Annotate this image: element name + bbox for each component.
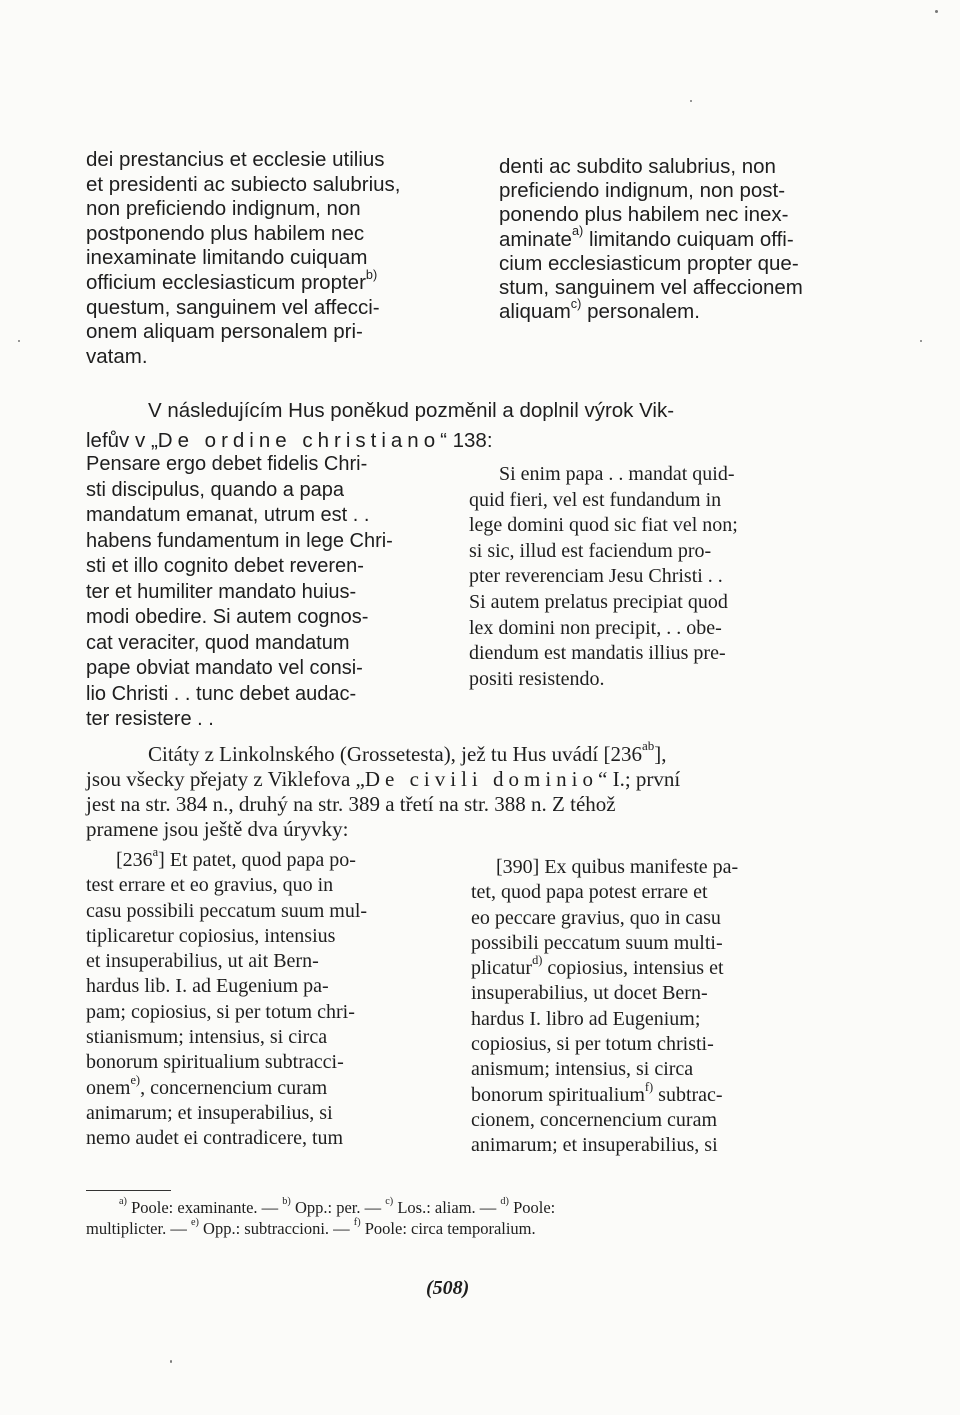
text-line: inexaminate limitando cuiquam	[86, 246, 368, 270]
text-line: test errare et eo gravius, quo in	[86, 874, 334, 897]
footnote-text: Opp.: per. —	[290, 1198, 386, 1217]
text-line: pter reverenciam Jesu Christi . .	[469, 565, 723, 588]
scan-speck	[935, 10, 938, 13]
footnote-line	[86, 1216, 936, 1240]
footnote-text: Poole: examinante. —	[126, 1198, 283, 1217]
text-line: pramene jsou ještě dva úryvky:	[86, 817, 349, 841]
footnote-mark: ab	[641, 738, 655, 754]
text-line: dei prestancius et ecclesie utilius	[86, 148, 385, 171]
text-line: vatam.	[86, 344, 148, 368]
text-line	[86, 1072, 466, 1101]
text-line: sti et illo cognito debet reveren-	[86, 555, 364, 577]
text-fragment: “ I.; první	[598, 767, 681, 791]
text-line	[86, 738, 946, 767]
text-line	[471, 1079, 941, 1108]
text-fragment: jsou všecky přejaty z Viklefova „	[86, 767, 365, 791]
footnote-mark: e)	[190, 1216, 199, 1228]
text-line: hardus I. libro ad Eugenium;	[471, 1007, 701, 1030]
text-line: et insuperabilius, ut ait Bern-	[86, 950, 319, 973]
scan-speck	[920, 340, 922, 342]
scan-speck	[170, 1360, 172, 1363]
text-fragment: copiosius, intensius et	[542, 957, 724, 980]
footnotes	[86, 1198, 936, 1239]
text-line: pam; copiosius, si per totum chri-	[86, 1000, 355, 1023]
text-line: lex domini non precipit, . . obe-	[469, 616, 722, 639]
text-line: cionem, concernencium curam	[471, 1108, 717, 1131]
block4-right-column	[471, 855, 941, 1159]
footnote-mark: d)	[532, 953, 543, 968]
text-line: tet, quod papa potest errare et	[471, 881, 708, 904]
text-fragment: , concernencium curam	[140, 1076, 328, 1099]
text-line	[499, 295, 949, 324]
block2-right-column	[469, 462, 939, 692]
footnote-mark: f)	[644, 1079, 654, 1094]
footnote-mark: b)	[282, 1196, 291, 1208]
text-fragment: “ 138:	[440, 429, 493, 452]
text-fragment: aminate	[499, 227, 572, 251]
text-line: animarum; et insuperabilius, si	[471, 1134, 718, 1157]
text-fragment: officium ecclesiasticum propter	[86, 270, 366, 294]
text-line: hardus lib. I. ad Eugenium pa-	[86, 975, 329, 998]
intro-paragraph	[86, 396, 946, 456]
footnote-text: Poole:	[508, 1198, 556, 1217]
footnote-divider	[86, 1190, 171, 1191]
block3-paragraph	[86, 738, 946, 842]
text-fragment: Citáty z Linkolnského (Grossetesta), jež tu Hus uvádí [236	[148, 742, 642, 766]
text-line: mandatum emanat, utrum est . .	[86, 504, 370, 526]
footnote-mark: d)	[500, 1196, 509, 1208]
text-line: positi resistendo.	[469, 667, 605, 690]
text-line: eo peccare gravius, quo in casu	[471, 906, 721, 929]
text-line: jest na str. 384 n., druhý na str. 389 a třetí na str. 388 n. Z téhož	[86, 792, 616, 816]
footnote-text: Los.: aliam. —	[393, 1198, 501, 1217]
text-line: sti discipulus, quando a papa	[86, 478, 344, 501]
text-line: V následujícím Hus poněkud pozměnil a doplnil výrok Vik-	[148, 399, 675, 422]
text-fragment: subtrac-	[653, 1083, 723, 1106]
text-fragment: plicatur	[471, 957, 533, 980]
text-line: ter resistere . .	[86, 708, 214, 730]
text-line: quid fieri, vel est fundandum in	[469, 488, 722, 511]
footnote-mark: f)	[353, 1216, 361, 1228]
footnote-mark: c)	[385, 1196, 394, 1208]
block2-left-column	[86, 452, 466, 733]
text-line	[86, 844, 466, 873]
text-fragment: personalem.	[587, 300, 700, 324]
text-fragment: onem	[86, 1076, 131, 1099]
text-line: [390] Ex quibus manifeste pa-	[496, 856, 739, 878]
text-fragment: aliquam	[499, 300, 571, 324]
work-title: De civili dominio	[364, 767, 599, 791]
text-line: stianismum; intensius, si circa	[86, 1026, 328, 1049]
text-fragment: limitando cuiquam offi-	[588, 227, 794, 251]
text-line: casu possibili peccatum suum mul-	[86, 899, 368, 922]
text-line: postponendo plus habilem nec	[86, 221, 365, 245]
work-title: De ordine christiano	[157, 429, 441, 452]
text-fragment: ] Et patet, quod papa po-	[158, 849, 356, 871]
footnote-text: Opp.: subtraccioni. —	[198, 1218, 354, 1238]
block1-left-column	[86, 148, 466, 369]
text-line: preficiendo indignum, non post-	[499, 179, 786, 203]
footnote-mark: e)	[130, 1072, 141, 1087]
text-line: lege domini quod sic fiat vel non;	[469, 514, 738, 537]
text-line: si sic, illud est faciendum pro-	[469, 539, 712, 562]
text-line: denti ac subdito salubrius, non	[499, 155, 776, 178]
text-line: Si enim papa . . mandat quid-	[499, 463, 735, 485]
text-line: questum, sanguinem vel affecci-	[86, 295, 380, 319]
text-line: copiosius, si per totum christi-	[471, 1033, 714, 1056]
text-line: ter et humiliter mandato huius-	[86, 580, 357, 603]
footnote-line	[86, 1198, 936, 1219]
text-line: anismum; intensius, si circa	[471, 1058, 694, 1081]
text-line: insuperabilius, ut docet Bern-	[471, 982, 708, 1005]
text-line: nemo audet ei contradicere, tum	[86, 1127, 344, 1150]
text-line: cium ecclesiasticum propter que-	[499, 251, 799, 275]
text-fragment: ],	[654, 742, 667, 766]
text-line: lio Christi . . tunc debet audac-	[86, 682, 357, 705]
text-line	[86, 266, 466, 296]
text-line: possibili peccatum suum multi-	[471, 931, 723, 954]
text-line: tiplicaretur copiosius, intensius	[86, 924, 336, 947]
scan-speck	[690, 100, 692, 102]
text-line: habens fundamentum in lege Chri-	[86, 529, 393, 552]
text-line: Pensare ergo debet fidelis Chri-	[86, 453, 368, 475]
footnote-mark: c)	[570, 295, 582, 311]
text-line	[499, 223, 949, 252]
text-line: Si autem prelatus precipiat quod	[469, 590, 728, 613]
footnote-mark: b)	[365, 266, 378, 282]
text-fragment: lefův v „	[86, 429, 158, 452]
text-line: cat veraciter, quod mandatum	[86, 631, 350, 654]
footnote-text: Poole: circa temporalium.	[360, 1218, 536, 1238]
block4-left-column	[86, 844, 466, 1152]
text-line: bonorum spiritualium subtracci-	[86, 1051, 344, 1074]
footnote-mark: a)	[571, 223, 584, 239]
footnote-mark: a	[152, 844, 159, 859]
text-line: modi obedire. Si autem cognos-	[86, 606, 369, 628]
text-fragment: bonorum spiritualium	[471, 1083, 645, 1106]
text-line: diendum est mandatis illius pre-	[469, 642, 726, 665]
text-line: stum, sanguinem vel affeccionem	[499, 276, 803, 300]
text-line: pape obviat mandato vel consi-	[86, 657, 363, 679]
page-number: (508)	[426, 1277, 470, 1299]
scan-speck	[18, 340, 20, 342]
text-line	[86, 767, 946, 792]
text-fragment: [236	[116, 849, 153, 871]
text-line: onem aliquam personalem pri-	[86, 320, 363, 344]
text-line: animarum; et insuperabilius, si	[86, 1101, 333, 1124]
text-line: et presidenti ac subiecto salubrius,	[86, 172, 401, 196]
footnote-text: multiplicter. —	[86, 1218, 191, 1238]
text-line	[471, 953, 941, 981]
block1-right-column	[499, 155, 949, 324]
footnote-mark: a)	[119, 1196, 127, 1208]
text-line: non preficiendo indignum, non	[86, 197, 361, 221]
text-line: ponendo plus habilem nec inex-	[499, 203, 789, 227]
